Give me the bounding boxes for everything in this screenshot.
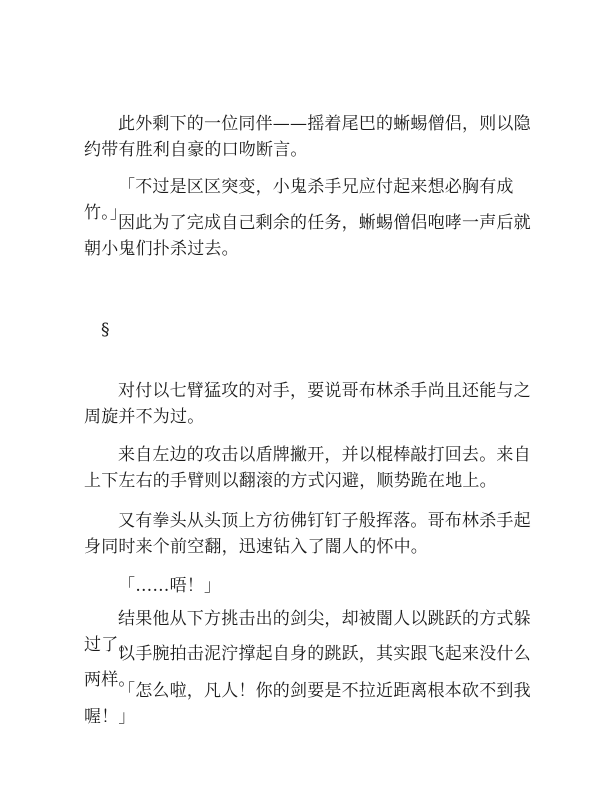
dialogue-paragraph: 「怎么啦，凡人！你的剑要是不拉近距离根本砍不到我喔！」 [84,681,531,727]
dialogue-paragraph: 「……唔！」 [118,576,222,596]
paragraph: 结果他从下方挑击出的剑尖，却被闇人以跳跃的方式躲过了。 [84,609,531,655]
paragraph: 来自左边的攻击以盾牌撇开，并以棍棒敲打回去。来自上下左右的手臂则以翻滚的方式闪避，顺势跪在地上。 [84,445,531,491]
dialogue-paragraph: 「不过是区区突变，小鬼杀手兄应付起来想必胸有成竹。」 [84,177,514,223]
paragraph: 此外剩下的一位同伴——摇着尾巴的蜥蜴僧侣，则以隐约带有胜利自豪的口吻断言。 [84,114,531,160]
section-mark: § [101,320,110,340]
paragraph: 对付以七臂猛攻的对手，要说哥布林杀手尚且还能与之周旋并不为过。 [84,381,531,427]
paragraph: 又有拳头从头顶上方彷佛钉钉子般挥落。哥布林杀手起身同时来个前空翻，迅速钻入了闇人的怀中。 [84,511,531,557]
paragraph: 以手腕拍击泥泞撑起自身的跳跃，其实跟飞起来没什么两样。 [84,644,531,690]
paragraph: 因此为了完成自己剩余的任务，蜥蜴僧侣咆哮一声后就朝小鬼们扑杀过去。 [84,213,531,259]
